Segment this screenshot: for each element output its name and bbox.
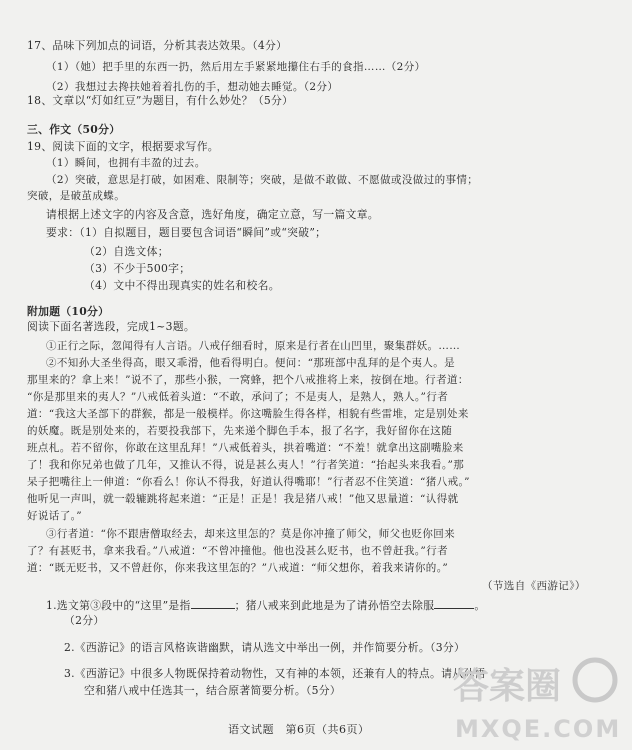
passage-line: 道：“我这大圣部下的群猴，都是一般模样。你这嘴脸生得各样，相貌有些雷堆，定是别处来	[27, 408, 469, 420]
bonus-title: 附加题（10分）	[27, 305, 110, 318]
q19-def2b: 突破，是破茧成蝶。	[27, 190, 126, 202]
passage-source: （节选自《西游记》）	[482, 580, 586, 592]
bonus-q3-line1: 3.《西游记》中很多人物既保持着动物性，又有神的本领，还兼有人的特点。请从孙悟	[64, 667, 486, 680]
q19-req4: （4）文中不得出现真实的姓名和校名。	[84, 279, 280, 292]
q17-item2: （2）我想过去搀扶她着着扎伤的手，想动她去睡觉。（2分）	[46, 81, 339, 93]
q19-stem: 19、阅读下面的文字，根据要求写作。	[27, 140, 219, 153]
q19-def1: （1）瞬间，也拥有丰盈的过去。	[46, 157, 206, 169]
answer-blank[interactable]	[191, 597, 235, 609]
watermark-sub-text: MXQE.COM	[455, 715, 622, 743]
passage-line: 呆子把嘴往上一伸道：“你看么！你认不得我，好道认得嘴耶！”行者忍不住笑道：“猪八戒。”	[27, 476, 470, 488]
bonus-q1-text-c: 。	[474, 599, 486, 612]
q19-def2a: （2）突破，意思是打破，如困难、限制等；突破，是做不敢做、不愿做或没做过的事情；	[46, 174, 479, 186]
bonus-q1-text-a: 1.选文第③段中的“这里”是指	[46, 599, 191, 612]
passage-line: ③行者道：“你不跟唐僧取经去，却来这里怎的？莫是你冲撞了师父，师父也贬你回来	[46, 528, 456, 540]
q19-req2: （2）自选文体；	[84, 245, 169, 258]
passage-line: 道：“既无贬书，又不曾赶你，你来我这里怎的？”八戒道：“师父想你，着我来请你的。”	[27, 562, 449, 574]
q19-task: 请根据上述文字的内容及含意，选好角度，确定立意，写一篇文章。	[46, 208, 379, 221]
passage-line: 班点札。若不留你，你敢在这里乱拜！”八戒低着头，拱着嘴道：“不羞！就拿出这副嘴脸来	[27, 442, 464, 454]
passage-line: 他听见一声叫，就一毂辘跳将起来道：“正是！正是！我是猪八戒！”他又思量道：“认得就	[27, 493, 459, 505]
passage-line: “你是那里来的夷人？”八戒低着头道：“不敢，承问了；不是夷人，是熟人，熟人。”行者	[27, 391, 449, 403]
bonus-q1-text-b: ；猪八戒来到此地是为了请孙悟空去除服	[234, 599, 435, 612]
passage-line: 了？有甚贬书，拿来我看。”八戒道：“不曾冲撞他。他也没甚么贬书，也不曾赶我。”行者	[27, 545, 449, 557]
bonus-q3-line2: 空和猪八戒中任选其一，结合原著简要分析。（5分）	[84, 684, 341, 697]
passage-line: ②不知孙大圣坐得高，眼又乖滑，他看得明白。便问：“那班部中乱拜的是个夷人。是	[46, 357, 456, 369]
bonus-q1	[46, 597, 485, 613]
page-footer: 语文试题 第6页（共6页）	[228, 723, 370, 736]
q19-req1: 要求：（1）自拟题目，题目要包含词语“瞬间”或“突破”；	[46, 226, 327, 239]
bonus-intro: 阅读下面名著选段，完成1~3题。	[27, 320, 195, 333]
passage-line: 好说话了。”	[27, 510, 83, 522]
passage-line: 那里来的？拿上来！”说不了，那些小猴，一窝蜂，把个八戒推将上来，按倒在地。行者道：	[27, 374, 469, 386]
watermark-ring	[575, 660, 615, 700]
bonus-q2: 2.《西游记》的语言风格诙谐幽默，请从选文中举出一例，并作简要分析。（3分）	[64, 641, 466, 654]
q19-req3: （3）不少于500字；	[84, 262, 191, 275]
passage-line: 的妖魔。既是别处来的，若要投我部下，先来递个脚色手本，报了名字，我好留你在这随	[27, 425, 453, 437]
q17-stem: 17、品味下列加点的词语，分析其表达效果。（4分）	[27, 39, 288, 52]
q17-item1: （1）（她）把手里的东西一扔，然后用左手紧紧地攥住右手的食指……（2分）	[46, 61, 426, 73]
passage-line: ①正行之际，忽闻得有人言语。八戒仔细看时，原来是行者在山凹里，聚集群妖。……	[46, 340, 461, 352]
passage-line: 了！我和你兄弟也做了几年，又推认不得，说是甚么夷人！”行者笑道：“抬起头来我看。”那	[27, 459, 465, 471]
q18-stem: 18、文章以“灯如红豆”为题目，有什么妙处？（5分）	[27, 94, 294, 107]
watermark-main-text: 答案圈	[453, 666, 562, 707]
section3-title: 三、作文（50分）	[27, 123, 121, 136]
bonus-q1-score: （2分）	[64, 614, 105, 627]
answer-blank[interactable]	[434, 597, 474, 609]
watermark-logo	[445, 640, 625, 745]
